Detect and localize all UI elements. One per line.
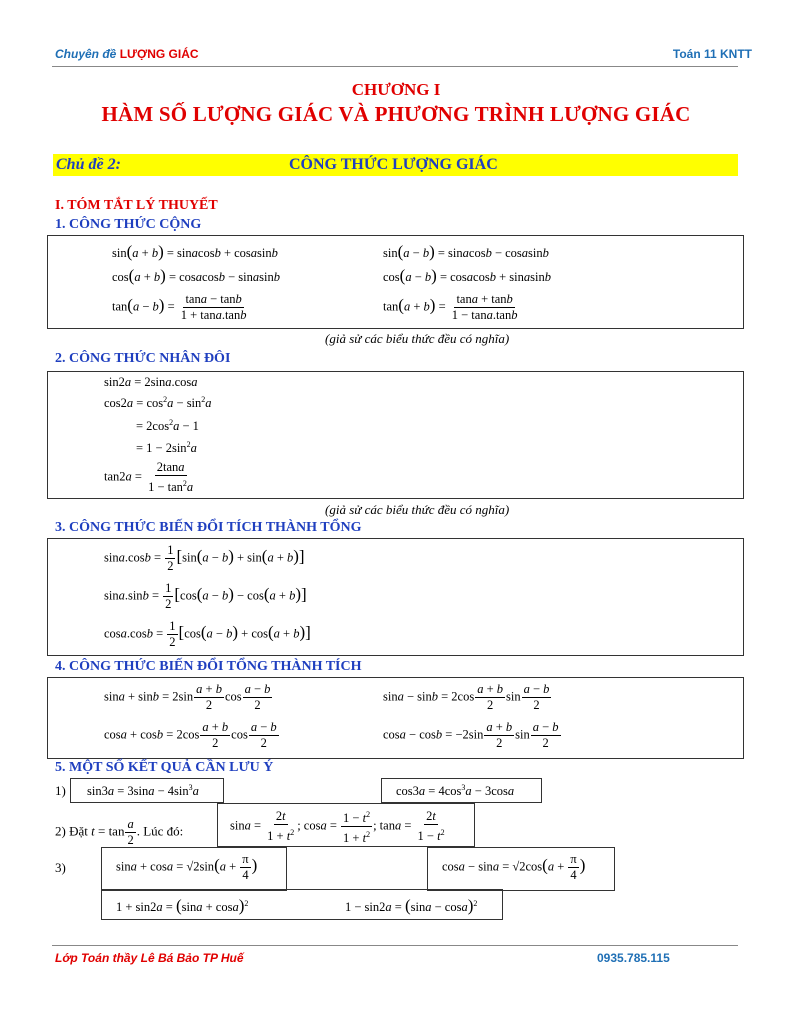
formula: tan2a = $\frac{2\tan a}{1 - \tan^2a}$ bbox=[104, 460, 194, 495]
chapter-title: HÀM SỐ LƯỢNG GIÁC VÀ PHƯƠNG TRÌNH LƯỢNG GIÁC bbox=[101, 102, 691, 126]
item-1-label: 1) bbox=[55, 783, 66, 798]
formula: cosa + cosb = 2cos $\frac{a + b}{2}$ cos $\frac{a - b}{2}$ bbox=[104, 720, 277, 750]
formula: cos(a − b) = cosacosb + sinasinb bbox=[383, 266, 551, 285]
section-2-heading: 2. CÔNG THỨC NHÂN ĐÔI bbox=[55, 351, 231, 366]
formula: = $1 - 2\sin^2a$ bbox=[136, 440, 197, 456]
section-1-box bbox=[47, 235, 744, 329]
formula: tan(a + b) = $\frac{\tan a + \tan b}{1 - \tan a.\tan b}$ bbox=[383, 292, 518, 322]
topic-banner bbox=[53, 154, 738, 176]
header-divider bbox=[52, 66, 738, 67]
formula: $1 - \sin 2a = (\sin a - \cos a)^2$ bbox=[345, 896, 478, 915]
formula: sina.cosb = $\frac{1}{2}$ [sin(a − b) + sin(a + b)] bbox=[104, 543, 305, 573]
item-2-mid: . Lúc đó: bbox=[136, 823, 184, 839]
item-3-label: 3) bbox=[55, 860, 66, 875]
note: (giả sử các biểu thức đều có nghĩa) bbox=[325, 502, 510, 517]
sum-sin-cos-box bbox=[101, 847, 287, 891]
formula: cosa − cosb = −2sin $\frac{a + b}{2}$ sin $\frac{a - b}{2}$ bbox=[383, 720, 559, 750]
section-2-box bbox=[47, 371, 744, 499]
header-right: Toán 11 KNTT bbox=[672, 47, 752, 61]
formula: tan(a − b) = $\frac{\tan a - \tan b}{1 + \tan a.\tan b}$ bbox=[112, 292, 247, 322]
formula: cos(a + b) = cosacosb − sinasinb bbox=[112, 266, 280, 285]
footer-divider bbox=[52, 945, 738, 946]
diff-cos-sin-box bbox=[427, 847, 615, 891]
formula: cosa − sina = √2cos(a + $\frac{\pi}{4}$ ) bbox=[442, 852, 586, 882]
formula: $\cos 3a = 4\cos^3a - 3\cos a$ bbox=[396, 783, 515, 799]
formula: sina − sinb = 2cos $\frac{a + b}{2}$ sin $\frac{a - b}{2}$ bbox=[383, 682, 550, 712]
section-3-box bbox=[47, 538, 744, 656]
triple-angle-sin-box bbox=[70, 778, 224, 803]
footer-left: Lớp Toán thầy Lê Bá Bảo TP Huế bbox=[55, 951, 244, 965]
formula: $1 + \sin 2a = (\sin a + \cos a)^2$ bbox=[116, 896, 249, 915]
section-4-heading: 4. CÔNG THỨC BIẾN ĐỔI TỔNG THÀNH TÍCH bbox=[55, 659, 362, 674]
formula: sina = $\frac{2t}{1 + t^2}$ ; cosa = $\frac{1 - t^2}{1 + t^2}$ ; tana = $\frac{2t}{1 - t^2}$ bbox=[230, 807, 448, 846]
triple-angle-cos-box bbox=[381, 778, 542, 803]
part-heading: I. TÓM TẮT LÝ THUYẾT bbox=[55, 198, 218, 213]
half-angle-box bbox=[217, 803, 475, 847]
section-1-heading: 1. CÔNG THỨC CỘNG bbox=[55, 217, 202, 232]
formula: $\cos 2a = \cos^2a - \sin^2a$ bbox=[104, 395, 212, 411]
note: (giả sử các biểu thức đều có nghĩa) bbox=[325, 331, 510, 346]
item-2-prefix: 2) Đặt bbox=[55, 823, 88, 839]
header-left bbox=[55, 47, 199, 61]
formula: sin2a = 2sina.cosa bbox=[104, 375, 198, 389]
chapter-number: CHƯƠNG I bbox=[351, 80, 441, 99]
section-5-heading: 5. MỘT SỐ KẾT QUẢ CẦN LƯU Ý bbox=[55, 760, 274, 775]
formula: cosa.cosb = $\frac{1}{2}$ [cos(a − b) + cos(a + b)] bbox=[104, 619, 311, 649]
topic-label: Chủ đề 2: bbox=[56, 156, 121, 173]
formula: sina + cosa = √2sin(a + $\frac{\pi}{4}$ ) bbox=[116, 852, 258, 882]
header-topic: LƯỢNG GIÁC bbox=[119, 47, 199, 61]
footer-phone: 0935.785.115 bbox=[597, 951, 670, 965]
item-2-label: 2) Đặt t = tan $\frac{a}{2}$ . Lúc đó: bbox=[55, 817, 184, 847]
section-3-heading: 3. CÔNG THỨC BIẾN ĐỔI TÍCH THÀNH TỔNG bbox=[55, 520, 362, 535]
formula: = $2\cos^2a - 1$ bbox=[136, 418, 199, 434]
square-sum-box bbox=[101, 889, 503, 920]
formula: sina.sinb = $\frac{1}{2}$ [cos(a − b) − cos(a + b)] bbox=[104, 581, 307, 611]
formula: sin(a + b) = sinacosb + cosasinb bbox=[112, 242, 278, 261]
topic-title: CÔNG THỨC LƯỢNG GIÁC bbox=[289, 156, 498, 173]
formula: $\sin 3a = 3\sin a - 4\sin^3a$ bbox=[87, 783, 199, 799]
formula: sin(a − b) = sinacosb − cosasinb bbox=[383, 242, 549, 261]
section-4-box bbox=[47, 677, 744, 759]
formula: sina + sinb = 2sin $\frac{a + b}{2}$ cos $\frac{a - b}{2}$ bbox=[104, 682, 271, 712]
header-prefix: Chuyên đề bbox=[55, 47, 117, 61]
